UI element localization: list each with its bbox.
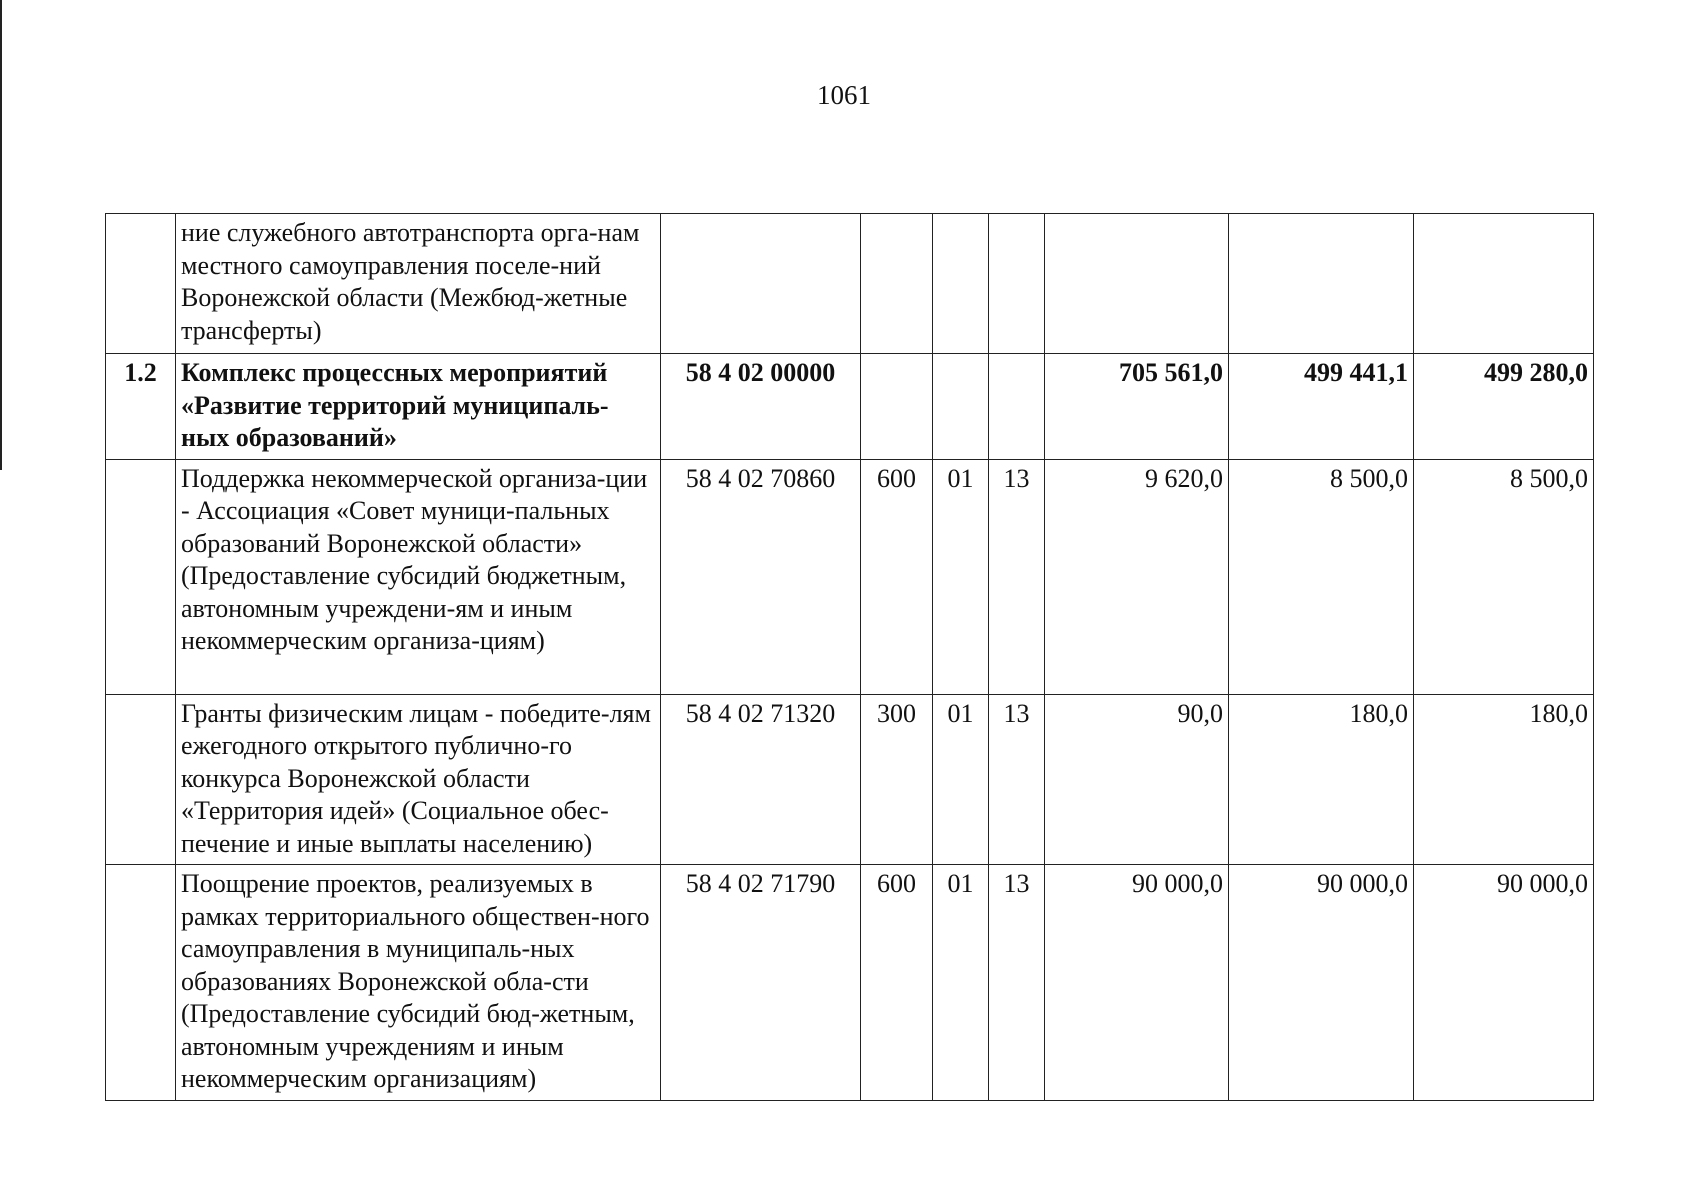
- row-code-cell: 58 4 02 71790: [661, 865, 861, 1101]
- row-pr-cell: [989, 354, 1045, 460]
- row-year2-amount-cell: 8 500,0: [1229, 459, 1414, 694]
- table-row: [106, 694, 1594, 865]
- row-name-cell: Комплекс процессных мероприятий «Развитие территорий муниципаль-ных образований»: [176, 354, 661, 460]
- row-year2-amount-cell: 499 441,1: [1229, 354, 1414, 460]
- row-year3-amount-cell: 90 000,0: [1414, 865, 1594, 1101]
- row-pr-cell: 13: [989, 694, 1045, 865]
- row-rz-cell: [933, 354, 989, 460]
- row-year2-amount-cell: 90 000,0: [1229, 865, 1414, 1101]
- row-year1-amount-cell: 705 561,0: [1045, 354, 1229, 460]
- row-vr-cell: 300: [861, 694, 933, 865]
- row-year1-amount-cell: 9 620,0: [1045, 459, 1229, 694]
- table-row: [106, 214, 1594, 354]
- row-pr-cell: 13: [989, 865, 1045, 1101]
- table-row: [106, 865, 1594, 1101]
- row-number-cell: [106, 865, 176, 1101]
- row-vr-cell: [861, 214, 933, 354]
- table-row: [106, 354, 1594, 460]
- row-year3-amount-cell: 8 500,0: [1414, 459, 1594, 694]
- row-year1-amount-cell: [1045, 214, 1229, 354]
- row-rz-cell: [933, 214, 989, 354]
- row-number-cell: [106, 459, 176, 694]
- table-row: [106, 459, 1594, 694]
- row-number-cell: [106, 214, 176, 354]
- row-name-cell: ние служебного автотранспорта орга-нам местного самоуправления поселе-ний Воронежской области (Межбюд-жетные трансферты): [176, 214, 661, 354]
- row-code-cell: 58 4 02 70860: [661, 459, 861, 694]
- row-year3-amount-cell: 180,0: [1414, 694, 1594, 865]
- row-pr-cell: [989, 214, 1045, 354]
- row-name-cell: Поощрение проектов, реализуемых в рамках территориального обществен-ного самоуправления в муниципаль-ных образованиях Воронежской обла-сти (Предоставление субсидий бюд-жетным, автономным учреждениям и иным некоммерческим организациям): [176, 865, 661, 1101]
- row-rz-cell: 01: [933, 459, 989, 694]
- row-pr-cell: 13: [989, 459, 1045, 694]
- row-vr-cell: 600: [861, 459, 933, 694]
- row-year3-amount-cell: 499 280,0: [1414, 354, 1594, 460]
- row-rz-cell: 01: [933, 865, 989, 1101]
- row-name-cell: Гранты физическим лицам - победите-лям ежегодного открытого публично-го конкурса Воронежской области «Территория идей» (Социальное обес-печение и иные выплаты населению): [176, 694, 661, 865]
- row-name-cell: Поддержка некоммерческой организа-ции - Ассоциация «Совет муници-пальных образований Воронежской области» (Предоставление субсидий бюджетным, автономным учреждени-ям и иным некоммерческим организа-циям): [176, 459, 661, 694]
- scan-edge-line: [0, 0, 2, 470]
- page-number: 1061: [817, 80, 871, 110]
- budget-table: [105, 213, 1594, 1101]
- row-year2-amount-cell: [1229, 214, 1414, 354]
- row-year1-amount-cell: 90,0: [1045, 694, 1229, 865]
- row-rz-cell: 01: [933, 694, 989, 865]
- row-number-cell: 1.2: [106, 354, 176, 460]
- row-number-cell: [106, 694, 176, 865]
- row-code-cell: [661, 214, 861, 354]
- row-code-cell: 58 4 02 71320: [661, 694, 861, 865]
- row-year2-amount-cell: 180,0: [1229, 694, 1414, 865]
- row-vr-cell: 600: [861, 865, 933, 1101]
- row-year3-amount-cell: [1414, 214, 1594, 354]
- row-code-cell: 58 4 02 00000: [661, 354, 861, 460]
- row-year1-amount-cell: 90 000,0: [1045, 865, 1229, 1101]
- row-vr-cell: [861, 354, 933, 460]
